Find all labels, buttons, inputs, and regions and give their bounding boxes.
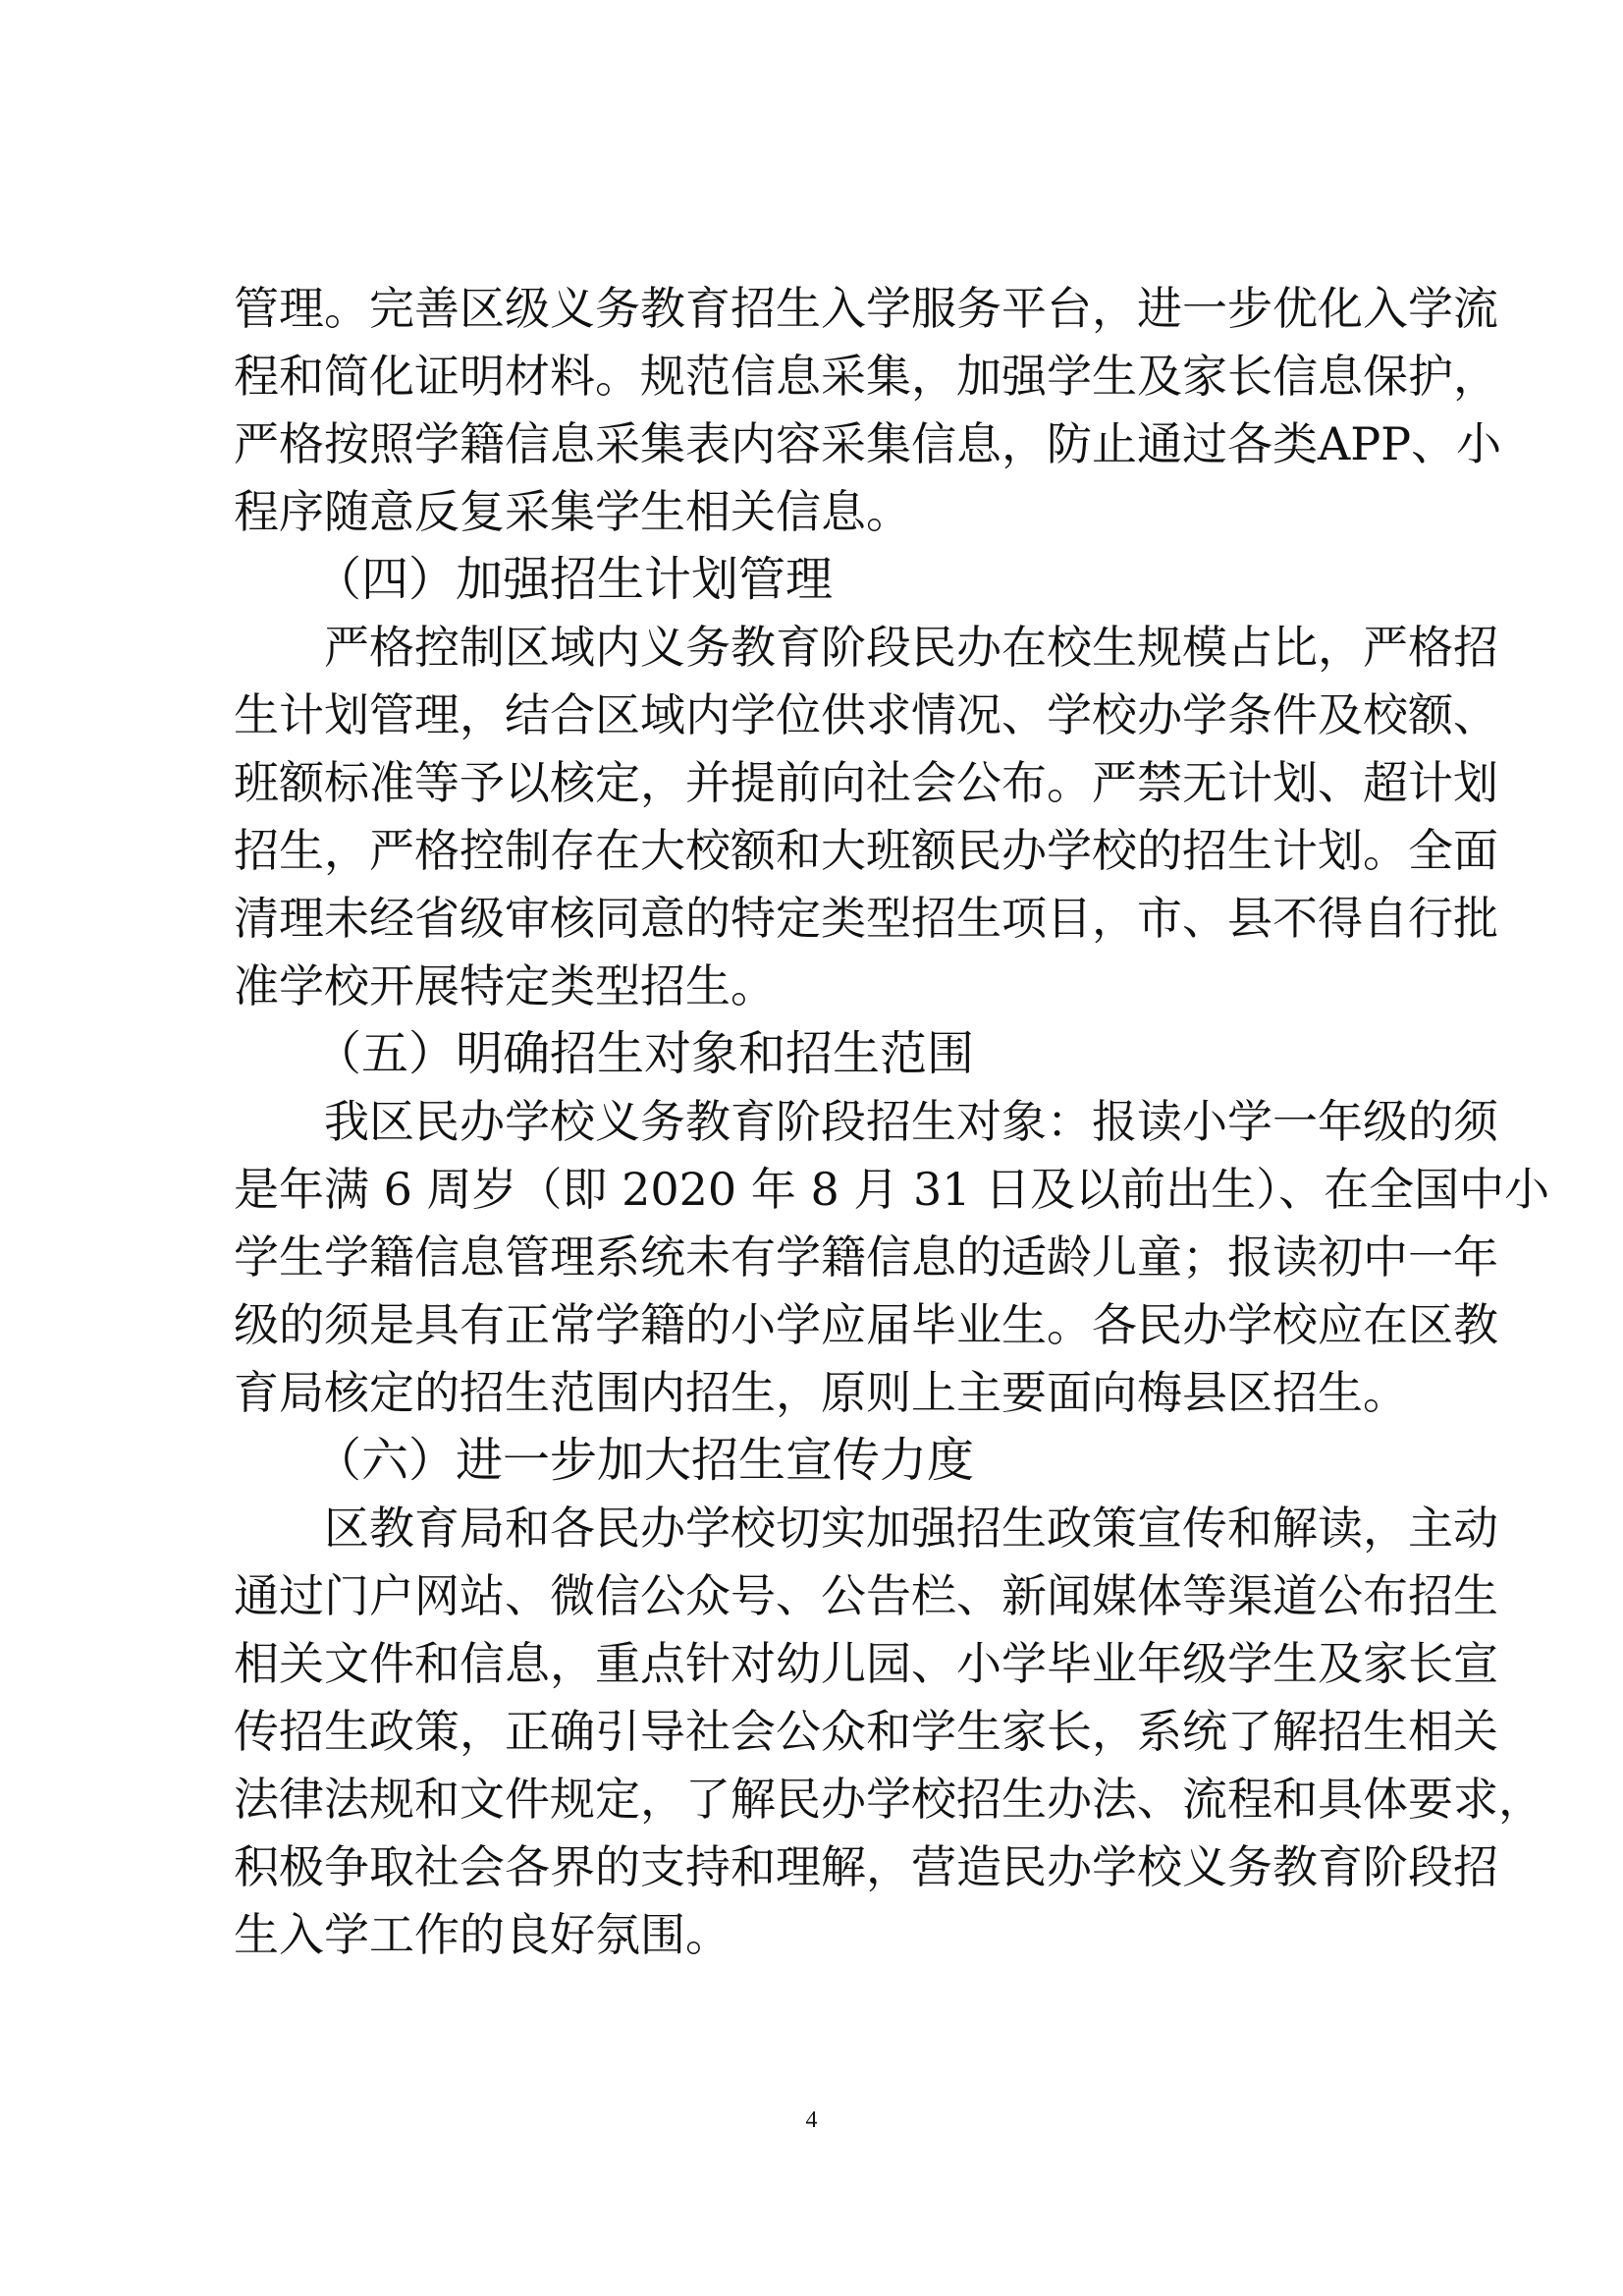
- text-line: 严格控制区域内义务教育阶段民办在校生规模占比，严格招: [324, 621, 1498, 674]
- page-number: 4: [805, 2107, 818, 2133]
- section-heading-4: （四）加强招生计划管理: [314, 552, 834, 607]
- text-line: 管理。完善区级义务教育招生入学服务平台，进一步优化入学流: [234, 282, 1498, 335]
- text-line: 学生学籍信息管理系统未有学籍信息的适龄儿童；报读初中一年: [234, 1230, 1498, 1284]
- text-line: 通过门户网站、微信公众号、公告栏、新闻媒体等渠道公布招生: [234, 1569, 1498, 1622]
- paragraph: [234, 614, 1498, 1020]
- text-line: 班额标准等予以核定，并提前向社会公布。严禁无计划、超计划: [234, 756, 1498, 809]
- paragraph: [234, 1495, 1543, 1969]
- document-body: [234, 275, 1550, 1969]
- text-line: 程和简化证明材料。规范信息采集，加强学生及家长信息保护，: [234, 350, 1498, 403]
- text-line: 区教育局和各民办学校切实加强招生政策宣传和解读，主动: [324, 1502, 1498, 1555]
- text-line: 是年满 6 周岁（即 2020 年 8 月 31 日及以前出生）、在全国中小: [234, 1163, 1550, 1216]
- section-heading-6: （六）进一步加大招生宣传力度: [314, 1433, 975, 1488]
- text-line: 育局核定的招生范围内招生，原则上主要面向梅县区招生。: [234, 1366, 1408, 1419]
- text-line: 法律法规和文件规定，了解民办学校招生办法、流程和具体要求，: [234, 1773, 1543, 1826]
- text-line: 严格按照学籍信息采集表内容采集信息，防止通过各类APP、小: [234, 417, 1502, 470]
- text-line: 准学校开展特定类型招生。: [234, 959, 776, 1012]
- text-line: 清理未经省级审核同意的特定类型招生项目，市、县不得自行批: [234, 892, 1498, 945]
- text-line: 级的须是具有正常学籍的小学应届毕业生。各民办学校应在区教: [234, 1298, 1498, 1351]
- text-line: 传招生政策，正确引导社会公众和学生家长，系统了解招生相关: [234, 1705, 1498, 1758]
- paragraph-continued: [234, 275, 1502, 546]
- text-line: 积极争取社会各界的支持和理解，营造民办学校义务教育阶段招: [234, 1840, 1498, 1893]
- text-line: 招生，严格控制存在大校额和大班额民办学校的招生计划。全面: [234, 824, 1498, 877]
- text-line: 相关文件和信息，重点针对幼儿园、小学毕业年级学生及家长宣: [234, 1637, 1498, 1690]
- paragraph: [234, 1088, 1550, 1427]
- text-line: 程序随意反复采集学生相关信息。: [234, 485, 911, 538]
- text-line: 我区民办学校义务教育阶段招生对象：报读小学一年级的须: [324, 1095, 1498, 1148]
- text-line: 生入学工作的良好氛围。: [234, 1908, 730, 1961]
- text-line: 生计划管理，结合区域内学位供求情况、学校办学条件及校额、: [234, 688, 1498, 741]
- section-heading-5: （五）明确招生对象和招生范围: [314, 1026, 975, 1081]
